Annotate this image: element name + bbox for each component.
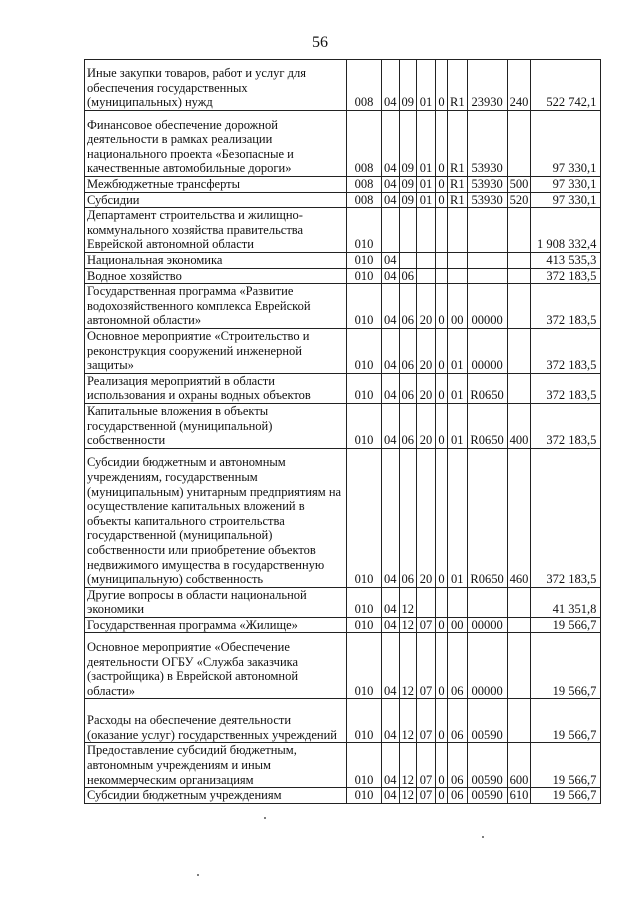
code-section: 04 xyxy=(382,788,400,804)
page-number: 56 xyxy=(312,34,328,51)
code-expense-type: 400 xyxy=(507,403,531,448)
code-ministry: 010 xyxy=(347,284,382,329)
code-section: 04 xyxy=(382,587,400,617)
code-ministry: 010 xyxy=(347,328,382,373)
table-row xyxy=(85,617,601,633)
code-direction: 53930 xyxy=(467,111,507,177)
code-expense-type xyxy=(507,699,531,743)
code-section: 04 xyxy=(382,699,400,743)
code-expense-type: 600 xyxy=(507,743,531,788)
table-row xyxy=(85,208,601,253)
table-row xyxy=(85,587,601,617)
row-name: Финансовое обеспечение дорожной деятельности в рамках реализации национального проекта «Безопасные и качественные автомобильные дороги» xyxy=(85,111,347,177)
code-section: 04 xyxy=(382,60,400,111)
code-direction: 53930 xyxy=(467,177,507,193)
row-name: Основное мероприятие «Строительство и реконструкция сооружений инженерной защиты» xyxy=(85,328,347,373)
amount-cell: 413 535,3 xyxy=(531,252,601,268)
code-subprogram: 0 xyxy=(436,743,448,788)
code-activity: 01 xyxy=(448,448,468,587)
code-ministry: 010 xyxy=(347,587,382,617)
code-expense-type xyxy=(507,208,531,253)
code-section: 04 xyxy=(382,284,400,329)
code-subprogram xyxy=(436,268,448,284)
code-program: 20 xyxy=(417,403,436,448)
code-ministry: 010 xyxy=(347,743,382,788)
code-subprogram: 0 xyxy=(436,403,448,448)
code-direction: 00000 xyxy=(467,617,507,633)
code-activity: 06 xyxy=(448,743,468,788)
code-program xyxy=(417,208,436,253)
table-row xyxy=(85,373,601,403)
code-activity: 00 xyxy=(448,617,468,633)
code-activity: R1 xyxy=(448,111,468,177)
table-row xyxy=(85,268,601,284)
code-program: 07 xyxy=(417,699,436,743)
amount-cell: 522 742,1 xyxy=(531,60,601,111)
code-subsection: 12 xyxy=(399,633,417,699)
code-section: 04 xyxy=(382,268,400,284)
code-section: 04 xyxy=(382,328,400,373)
amount-cell: 19 566,7 xyxy=(531,743,601,788)
code-direction: 00000 xyxy=(467,633,507,699)
code-section: 04 xyxy=(382,617,400,633)
amount-cell: 372 183,5 xyxy=(531,448,601,587)
code-activity xyxy=(448,587,468,617)
code-section: 04 xyxy=(382,252,400,268)
code-program: 07 xyxy=(417,788,436,804)
amount-cell: 372 183,5 xyxy=(531,373,601,403)
code-subsection: 12 xyxy=(399,587,417,617)
amount-cell: 19 566,7 xyxy=(531,633,601,699)
code-subsection: 06 xyxy=(399,328,417,373)
code-expense-type: 500 xyxy=(507,177,531,193)
amount-cell: 372 183,5 xyxy=(531,268,601,284)
code-expense-type xyxy=(507,617,531,633)
row-name: Расходы на обеспечение деятельности (оказание услуг) государственных учреждений xyxy=(85,699,347,743)
code-direction: 00000 xyxy=(467,284,507,329)
table-row xyxy=(85,699,601,743)
code-section: 04 xyxy=(382,403,400,448)
code-program xyxy=(417,252,436,268)
code-section: 04 xyxy=(382,192,400,208)
amount-cell: 1 908 332,4 xyxy=(531,208,601,253)
code-program: 01 xyxy=(417,177,436,193)
code-ministry: 010 xyxy=(347,699,382,743)
table-row xyxy=(85,252,601,268)
row-name: Межбюджетные трансферты xyxy=(85,177,347,193)
code-direction: 00590 xyxy=(467,788,507,804)
code-subsection: 12 xyxy=(399,788,417,804)
row-name: Субсидии бюджетным и автономным учреждениям, государственным (муниципальным) унитарным предприятиям на осуществление капитальных вложений в объекты капитального строительства государственной (муниципальной) собственности или приобретение объектов недвижимого имущества в государственную (муниципальную) собственность xyxy=(85,448,347,587)
code-subprogram: 0 xyxy=(436,177,448,193)
code-direction: R0650 xyxy=(467,403,507,448)
table-row xyxy=(85,111,601,177)
code-direction: 53930 xyxy=(467,192,507,208)
code-subsection: 06 xyxy=(399,403,417,448)
code-subsection: 12 xyxy=(399,617,417,633)
code-subsection: 09 xyxy=(399,111,417,177)
amount-cell: 97 330,1 xyxy=(531,111,601,177)
code-subsection xyxy=(399,252,417,268)
code-subsection: 06 xyxy=(399,373,417,403)
code-subprogram: 0 xyxy=(436,284,448,329)
code-program xyxy=(417,587,436,617)
row-name: Капитальные вложения в объекты государственной (муниципальной) собственности xyxy=(85,403,347,448)
code-direction: R0650 xyxy=(467,448,507,587)
code-activity xyxy=(448,252,468,268)
amount-cell: 372 183,5 xyxy=(531,328,601,373)
code-expense-type xyxy=(507,252,531,268)
code-expense-type: 520 xyxy=(507,192,531,208)
code-subprogram: 0 xyxy=(436,699,448,743)
code-program: 01 xyxy=(417,60,436,111)
code-activity: 00 xyxy=(448,284,468,329)
code-expense-type: 240 xyxy=(507,60,531,111)
code-section: 04 xyxy=(382,111,400,177)
code-program: 01 xyxy=(417,111,436,177)
code-ministry: 008 xyxy=(347,111,382,177)
code-subsection: 09 xyxy=(399,192,417,208)
code-activity: 01 xyxy=(448,373,468,403)
code-program: 20 xyxy=(417,284,436,329)
code-expense-type xyxy=(507,284,531,329)
code-activity: R1 xyxy=(448,177,468,193)
code-section: 04 xyxy=(382,743,400,788)
code-direction: 00000 xyxy=(467,328,507,373)
code-program: 20 xyxy=(417,448,436,587)
code-subsection: 09 xyxy=(399,60,417,111)
code-direction: 23930 xyxy=(467,60,507,111)
row-name: Предоставление субсидий бюджетным, автономным учреждениям и иным некоммерческим организациям xyxy=(85,743,347,788)
code-subprogram xyxy=(436,587,448,617)
scan-speck xyxy=(264,817,266,819)
scan-speck xyxy=(482,836,484,838)
amount-cell: 372 183,5 xyxy=(531,284,601,329)
code-expense-type xyxy=(507,633,531,699)
code-program: 20 xyxy=(417,328,436,373)
row-name: Реализация мероприятий в области использования и охраны водных объектов xyxy=(85,373,347,403)
row-name: Национальная экономика xyxy=(85,252,347,268)
code-ministry: 010 xyxy=(347,373,382,403)
amount-cell: 97 330,1 xyxy=(531,192,601,208)
row-name: Субсидии xyxy=(85,192,347,208)
code-expense-type xyxy=(507,587,531,617)
code-program: 20 xyxy=(417,373,436,403)
table-row xyxy=(85,743,601,788)
code-program: 01 xyxy=(417,192,436,208)
row-name: Основное мероприятие «Обеспечение деятельности ОГБУ «Служба заказчика (застройщика) в Еврейской автономной области» xyxy=(85,633,347,699)
row-name: Иные закупки товаров, работ и услуг для обеспечения государственных (муниципальных) нужд xyxy=(85,60,347,111)
amount-cell: 19 566,7 xyxy=(531,617,601,633)
code-ministry: 008 xyxy=(347,60,382,111)
code-subprogram: 0 xyxy=(436,328,448,373)
table-row xyxy=(85,177,601,193)
code-subsection: 12 xyxy=(399,743,417,788)
code-ministry: 010 xyxy=(347,448,382,587)
code-activity: 01 xyxy=(448,328,468,373)
row-name: Водное хозяйство xyxy=(85,268,347,284)
row-name: Департамент строительства и жилищно-коммунального хозяйства правительства Еврейской автономной области xyxy=(85,208,347,253)
row-name: Государственная программа «Развитие водохозяйственного комплекса Еврейской автономной области» xyxy=(85,284,347,329)
code-subprogram: 0 xyxy=(436,192,448,208)
code-subprogram xyxy=(436,208,448,253)
code-subsection: 09 xyxy=(399,177,417,193)
code-activity: 06 xyxy=(448,788,468,804)
code-expense-type xyxy=(507,373,531,403)
table-row xyxy=(85,328,601,373)
code-ministry: 008 xyxy=(347,177,382,193)
amount-cell: 97 330,1 xyxy=(531,177,601,193)
code-section: 04 xyxy=(382,448,400,587)
code-subprogram: 0 xyxy=(436,60,448,111)
table-row xyxy=(85,633,601,699)
code-direction xyxy=(467,268,507,284)
amount-cell: 372 183,5 xyxy=(531,403,601,448)
code-ministry: 010 xyxy=(347,617,382,633)
amount-cell: 19 566,7 xyxy=(531,699,601,743)
code-expense-type: 610 xyxy=(507,788,531,804)
code-subprogram: 0 xyxy=(436,633,448,699)
code-subsection xyxy=(399,208,417,253)
table-row xyxy=(85,403,601,448)
table-row xyxy=(85,284,601,329)
code-expense-type xyxy=(507,268,531,284)
code-ministry: 008 xyxy=(347,192,382,208)
code-section: 04 xyxy=(382,373,400,403)
code-ministry: 010 xyxy=(347,252,382,268)
code-ministry: 010 xyxy=(347,633,382,699)
code-program xyxy=(417,268,436,284)
code-subprogram: 0 xyxy=(436,111,448,177)
table-row xyxy=(85,788,601,804)
amount-cell: 19 566,7 xyxy=(531,788,601,804)
code-expense-type xyxy=(507,328,531,373)
code-subsection: 06 xyxy=(399,284,417,329)
table-row xyxy=(85,192,601,208)
code-section: 04 xyxy=(382,177,400,193)
code-activity xyxy=(448,208,468,253)
table-row xyxy=(85,448,601,587)
code-activity: R1 xyxy=(448,60,468,111)
code-activity xyxy=(448,268,468,284)
code-section: 04 xyxy=(382,633,400,699)
code-subprogram: 0 xyxy=(436,373,448,403)
code-activity: 06 xyxy=(448,699,468,743)
code-ministry: 010 xyxy=(347,268,382,284)
code-expense-type: 460 xyxy=(507,448,531,587)
row-name: Другие вопросы в области национальной экономики xyxy=(85,587,347,617)
code-subprogram: 0 xyxy=(436,448,448,587)
code-activity: 06 xyxy=(448,633,468,699)
code-direction xyxy=(467,208,507,253)
code-program: 07 xyxy=(417,633,436,699)
code-activity: R1 xyxy=(448,192,468,208)
code-direction: 00590 xyxy=(467,743,507,788)
code-subprogram: 0 xyxy=(436,788,448,804)
code-subsection: 06 xyxy=(399,448,417,587)
code-subsection: 12 xyxy=(399,699,417,743)
row-name: Субсидии бюджетным учреждениям xyxy=(85,788,347,804)
amount-cell: 41 351,8 xyxy=(531,587,601,617)
code-expense-type xyxy=(507,111,531,177)
code-direction xyxy=(467,587,507,617)
code-direction: 00590 xyxy=(467,699,507,743)
code-subsection: 06 xyxy=(399,268,417,284)
code-ministry: 010 xyxy=(347,208,382,253)
code-section xyxy=(382,208,400,253)
code-program: 07 xyxy=(417,743,436,788)
code-direction: R0650 xyxy=(467,373,507,403)
scan-speck xyxy=(197,874,199,876)
code-ministry: 010 xyxy=(347,403,382,448)
budget-table xyxy=(84,59,601,804)
code-ministry: 010 xyxy=(347,788,382,804)
code-activity: 01 xyxy=(448,403,468,448)
code-subprogram: 0 xyxy=(436,617,448,633)
row-name: Государственная программа «Жилище» xyxy=(85,617,347,633)
code-program: 07 xyxy=(417,617,436,633)
table-row xyxy=(85,60,601,111)
code-subprogram xyxy=(436,252,448,268)
code-direction xyxy=(467,252,507,268)
